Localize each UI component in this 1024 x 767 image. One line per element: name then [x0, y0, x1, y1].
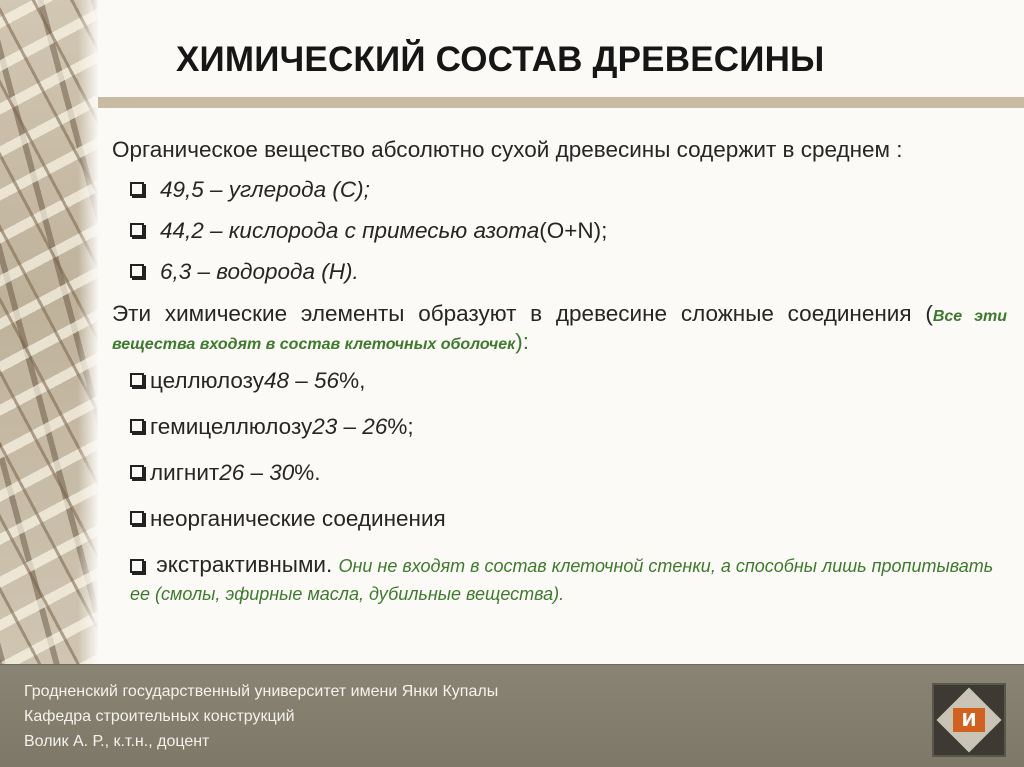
compound-range: 23 – 26 [312, 413, 388, 439]
compounds-note: Все эти вещества входят в состав клеточных оболочек [112, 307, 1007, 353]
compound-suffix: %; [387, 413, 414, 439]
checkbox-bullet-icon [130, 373, 144, 387]
logo-mark: И [953, 708, 985, 732]
list-item [130, 505, 1007, 533]
element-value: 44,2 – кислорода с примесью азота [160, 218, 540, 244]
logo-diamond [936, 687, 1001, 752]
element-value: 6,3 – водорода (Н). [160, 259, 359, 285]
checkbox-bullet-icon [130, 182, 144, 196]
list-item [130, 217, 1007, 245]
list-item [130, 551, 1007, 607]
compounds-note-close: ): [515, 328, 529, 354]
compound-range: 48 – 56 [264, 367, 340, 393]
list-item [130, 413, 1007, 441]
list-item [130, 367, 1007, 395]
intro-text: Органическое вещество абсолютно сухой древесины содержит в среднем : [112, 137, 903, 162]
title-divider [98, 97, 1024, 108]
checkbox-bullet-icon [130, 264, 144, 278]
extractives-name: экстрактивными. [156, 552, 339, 578]
list-item [130, 258, 1007, 286]
checkbox-bullet-icon [130, 419, 144, 433]
compound-name: целлюлозу [150, 367, 264, 393]
author-name: Волик А. Р., к.т.н., доцент [24, 733, 210, 750]
checkbox-bullet-icon [130, 465, 144, 479]
footer-text [24, 679, 498, 754]
compound-name: лигнит [150, 460, 220, 485]
department-name: Кафедра строительных конструкций [24, 708, 295, 725]
university-name: Гродненский государственный университет имени Янки Купалы [24, 683, 499, 700]
footer [0, 664, 1024, 767]
decorative-wood-strip [0, 0, 98, 665]
element-list [130, 176, 1007, 286]
extractives-note: Они не входят в состав клеточной стенки, а способны лишь пропитывать ее (смолы, эфирные масла, дубильные вещества). [130, 556, 994, 605]
compound-name: неорганические соединения [150, 506, 446, 532]
slide-content [112, 136, 1007, 626]
list-item [130, 459, 1007, 487]
checkbox-bullet-icon [130, 223, 144, 237]
compound-range: 26 – 30 [219, 460, 295, 485]
element-extra: (O+N); [539, 218, 608, 244]
list-item [130, 176, 1007, 204]
compound-list [130, 367, 1007, 608]
compounds-intro-text: Эти химические элементы образуют в древесине сложные соединения ( [112, 300, 933, 326]
university-logo-icon [932, 683, 1006, 757]
compound-suffix: %, [339, 367, 366, 393]
compound-suffix: %. [294, 460, 321, 485]
compound-name: гемицеллюлозу [150, 413, 313, 439]
compounds-intro [112, 300, 1007, 356]
checkbox-bullet-icon [130, 511, 144, 525]
element-value: 49,5 – углерода (С); [160, 177, 370, 203]
checkbox-bullet-icon [130, 559, 144, 573]
slide-title: ХИМИЧЕСКИЙ СОСТАВ ДРЕВЕСИНЫ [176, 40, 825, 79]
